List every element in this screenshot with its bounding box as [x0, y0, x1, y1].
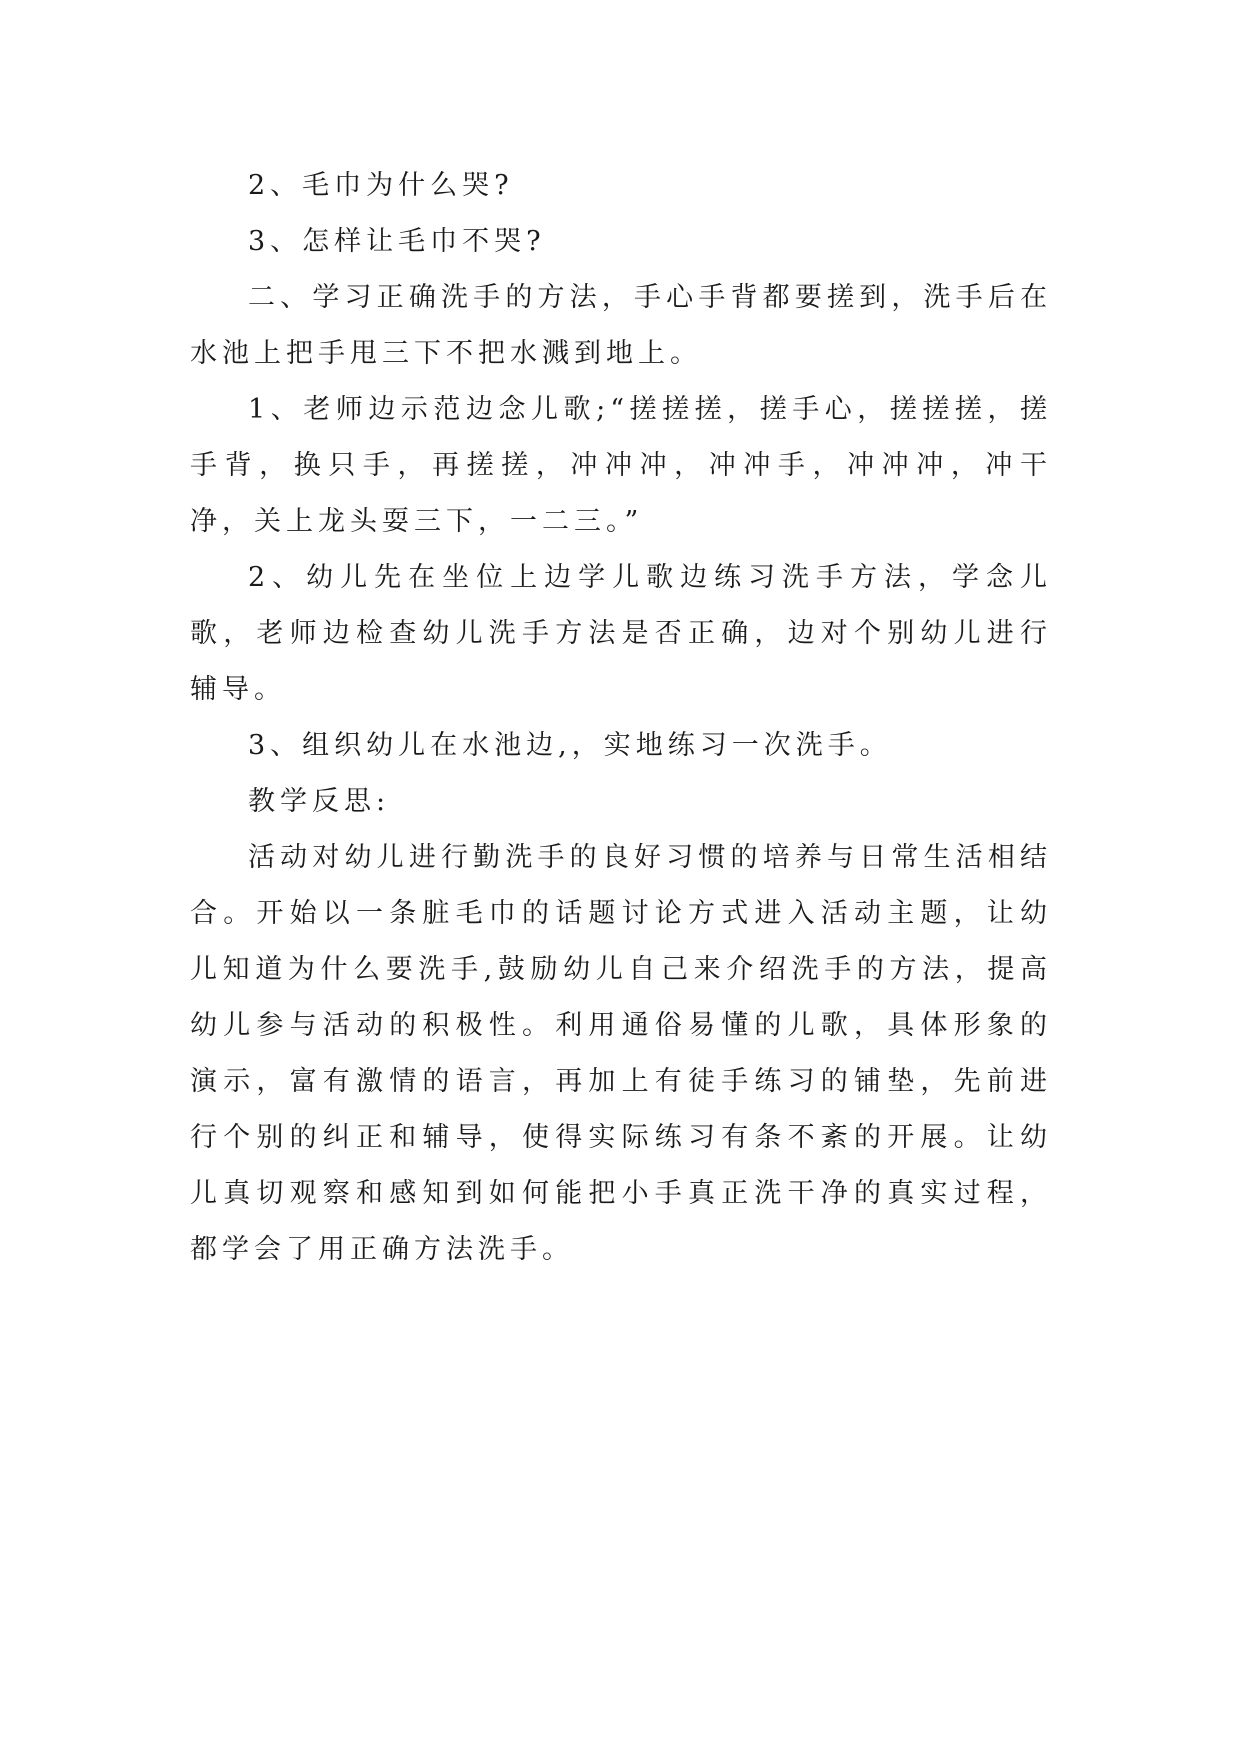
- reflection-body: 活动对幼儿进行勤洗手的良好习惯的培养与日常生活相结合。开始以一条脏毛巾的话题讨论方式进入活动主题，让幼儿知道为什么要洗手,鼓励幼儿自己来介绍洗手的方法，提高幼儿参与活动的积极性。利用通俗易懂的儿歌，具体形象的演示，富有激情的语言，再加上有徒手练习的铺垫，先前进行个别的纠正和辅导，使得实际练习有条不紊的开展。让幼儿真切观察和感知到如何能把小手真正洗干净的真实过程，都学会了用正确方法洗手。: [190, 842, 1052, 1265]
- step-item-1: 1、老师边示范边念儿歌;“搓搓搓，搓手心，搓搓搓，搓手背，换只手，再搓搓，冲冲冲，冲冲手，冲冲冲，冲干净，关上龙头耍三下，一二三。”: [190, 394, 1052, 537]
- section-two-heading: 二、学习正确洗手的方法，手心手背都要搓到，洗手后在水池上把手甩三下不把水溅到地上。: [190, 282, 1052, 369]
- reflection-heading: 教学反思:: [248, 786, 391, 817]
- step-item-3: 3、组织幼儿在水池边,，实地练习一次洗手。: [248, 730, 892, 761]
- step-item-2: 2、幼儿先在坐位上边学儿歌边练习洗手方法，学念儿歌，老师边检查幼儿洗手方法是否正确，边对个别幼儿进行辅导。: [190, 562, 1052, 705]
- question-item-2: 2、毛巾为什么哭?: [248, 170, 514, 201]
- question-item-3: 3、怎样让毛巾不哭?: [248, 226, 546, 257]
- document-body: [190, 158, 1052, 1278]
